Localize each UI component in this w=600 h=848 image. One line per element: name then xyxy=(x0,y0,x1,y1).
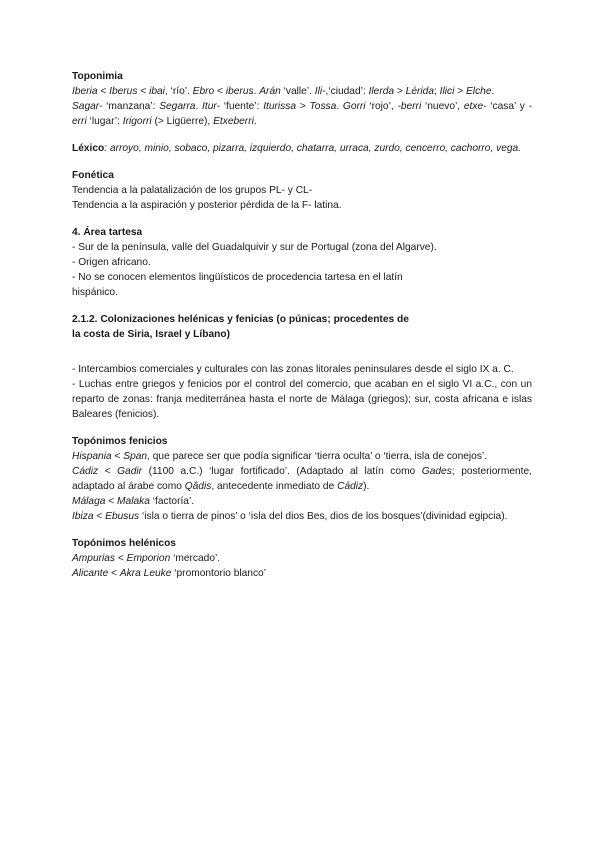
fenicios-malaga: Málaga < Malaka ‘factoría’. xyxy=(72,496,195,507)
term: Gorri xyxy=(342,101,366,112)
term: Lérida xyxy=(405,86,434,97)
fonetica-line: Tendencia a la aspiración y posterior pérdida de la F- latina. xyxy=(72,200,342,211)
heading-colonizaciones-cont: la costa de Siria, Israel y Líbano) xyxy=(72,329,230,340)
term: Itur- xyxy=(202,101,220,112)
heading-colonizaciones: 2.1.2. Colonizaciones helénicas y fenicias (o púnicas; procedentes de xyxy=(72,314,409,325)
colonizaciones-paragraph-1: - Intercambios comerciales y culturales con las zonas litorales peninsulares desde el siglo IX a. C. xyxy=(72,364,514,375)
tartesa-line: - No se conocen elementos lingüísticos de procedencia tartesa en el latín xyxy=(72,272,403,283)
term: Ilici xyxy=(439,86,455,97)
heading-fonetica: Fonética xyxy=(72,170,114,181)
section-colonizaciones xyxy=(72,312,532,422)
toponimia-paragraph-1: Iberia < Iberus < ibai, ‘río’. Ebro < iberus. Arán ‘valle’. Ili-,‘ciudad’: Ilerda > Lérida; Ilici > Elche. xyxy=(72,86,495,97)
toponimia-paragraph-2: Sagar- ‘manzana’: Segarra. Itur- ‘fuente’: Iturissa > Tossa. Gorri ‘rojo’, -berri ‘nuevo’, etxe- ‘casa’ y -erri ‘lugar’: Irigorri (> Ligüerre), Etxeberri. xyxy=(72,101,532,127)
heading-lexico: Léxico xyxy=(72,143,105,154)
colonizaciones-paragraph-2: - Luchas entre griegos y fenicios por el control del comercio, que acaban en el siglo VI a.C., con un reparto de zonas: franja mediterránea hasta el norte de Málaga (griegos); sur, costa africana e islas Baleares (fenicios). xyxy=(72,379,532,420)
term: -berri xyxy=(397,101,422,112)
heading-toponimia: Toponimia xyxy=(72,71,123,82)
helenicos-alicante: Alicante < Akra Leuke ‘promontorio blanco’ xyxy=(72,568,266,579)
fonetica-line: Tendencia a la palatalización de los grupos PL- y CL- xyxy=(72,185,313,196)
lexico-list: : arroyo, minio, sobaco, pizarra, izquierdo, chatarra, urraca, zurdo, cencerro, cachorro, vega. xyxy=(104,143,522,154)
term: Segarra xyxy=(159,101,196,112)
document-body xyxy=(72,69,532,581)
term: Tossa xyxy=(309,101,337,112)
term: Elche xyxy=(466,86,492,97)
term: Iberus xyxy=(109,86,138,97)
heading-area-tartesa: 4. Área tartesa xyxy=(72,227,143,238)
section-toponimos-helenicos xyxy=(72,536,532,581)
fenicios-cadiz: Cádiz < Gadir (1100 a.C.) ‘lugar fortificado’. (Adaptado al latín como Gades; posteriormente, adaptado al árabe como Qâdis, antecedente inmediato de Cádiz). xyxy=(72,466,532,492)
heading-toponimos-fenicios: Topónimos fenicios xyxy=(72,436,168,447)
term: Sagar- xyxy=(72,101,103,112)
section-area-tartesa xyxy=(72,225,532,300)
section-toponimia xyxy=(72,69,532,129)
term: iberus xyxy=(225,86,254,97)
tartesa-line: - Sur de la península, valle del Guadalquivir y sur de Portugal (zona del Algarve). xyxy=(72,242,437,253)
term: Iturissa xyxy=(263,101,297,112)
term: Ebro xyxy=(192,86,215,97)
tartesa-line: hispánico. xyxy=(72,287,118,298)
heading-toponimos-helenicos: Topónimos helénicos xyxy=(72,538,176,549)
term: Arán xyxy=(259,86,281,97)
term: etxe- xyxy=(463,101,487,112)
helenicos-ampurias: Ampurias < Emporion ‘mercado’. xyxy=(72,553,221,564)
section-fonetica xyxy=(72,168,532,213)
term: Etxeberri xyxy=(213,116,254,127)
term: Irigorri xyxy=(122,116,152,127)
term: Ilerda xyxy=(368,86,395,97)
term: -erri xyxy=(72,101,532,127)
fenicios-ibiza: Ibiza < Ebusus ‘isla o tierra de pinos’ o ‘isla del dios Bes, dios de los bosques’(divinidad egipcia). xyxy=(72,511,508,522)
lexico-paragraph xyxy=(72,141,532,156)
term: Iberia xyxy=(72,86,98,97)
term: ibai xyxy=(149,86,165,97)
term: Ili- xyxy=(314,86,326,97)
fenicios-hispania: Hispania < Span, que parece ser que podía significar ‘tierra oculta’ o ‘tierra, isla de conejos’. xyxy=(72,451,488,462)
tartesa-line: - Origen africano. xyxy=(72,257,151,268)
section-toponimos-fenicios xyxy=(72,434,532,524)
